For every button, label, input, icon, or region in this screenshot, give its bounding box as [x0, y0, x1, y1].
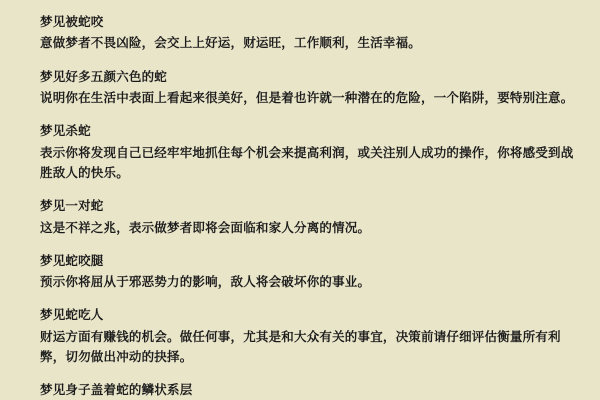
- article-entry: [40, 121, 574, 183]
- entry-title: 梦见被蛇咬: [40, 14, 104, 29]
- entry-body: 这是不祥之兆，表示做梦者即将会面临和家人分离的情况。: [40, 219, 371, 235]
- entry-body: 说明你在生活中表面上看起来很美好，但是着也许就一种潜在的危险，一个陷阱，要特别注意。: [40, 90, 574, 105]
- entry-title: 梦见身子盖着蛇的鳞状系层: [40, 382, 193, 398]
- article-entry: [40, 380, 574, 399]
- entry-body: 财运方面有赚钱的机会。做任何事，尤其是和大众有关的事宜，决策前请仔细评估衡量所有利弊，切勿做出冲动的抉择。: [40, 328, 561, 364]
- entry-title: 梦见蛇吃人: [40, 307, 104, 323]
- article-entry: [40, 67, 574, 109]
- entry-title: 梦见蛇咬腿: [40, 252, 104, 268]
- entry-title: 梦见好多五颜六色的蛇: [40, 68, 168, 84]
- entry-title: 梦见一对蛇: [40, 198, 104, 214]
- article-entry: [40, 12, 574, 54]
- article-entry: [40, 196, 574, 238]
- entry-body: 预示你将屈从于邪恶势力的影响，敌人将会破坏你的事业。: [40, 274, 371, 290]
- entry-body: 意做梦者不畏凶险，会交上上好运，财运旺，工作顺利，生活幸福。: [40, 35, 422, 51]
- article-entry: [40, 305, 574, 367]
- entry-body: 表示你将发现自己已经牢牢地抓住每个机会来提高利润，或关注别人成功的操作，你将感受到战胜敌人的快乐。: [40, 144, 574, 180]
- article-entry: [40, 251, 574, 293]
- entry-title: 梦见杀蛇: [40, 123, 91, 139]
